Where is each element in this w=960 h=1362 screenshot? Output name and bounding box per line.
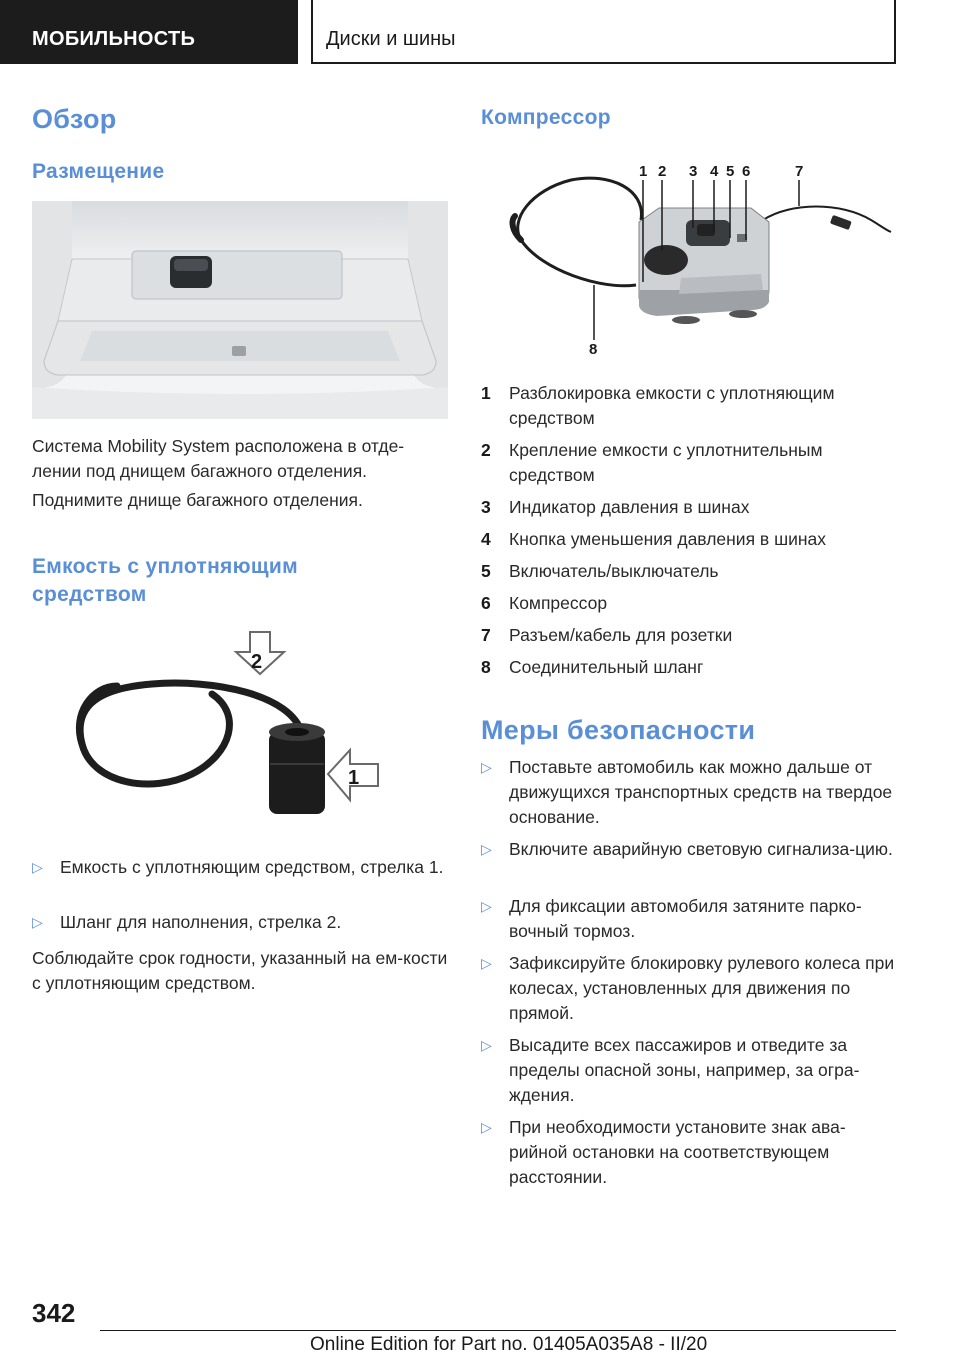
triangle-right-icon: ▷ xyxy=(481,1037,492,1053)
placement-text: Система Mobility System расположена в отде-лении под днищем багажного отделения. xyxy=(32,436,405,481)
triangle-right-icon: ▷ xyxy=(481,759,492,775)
arrow-label-1: 1 xyxy=(348,767,360,789)
arrow-label-2: 2 xyxy=(251,651,263,673)
footer-divider xyxy=(100,1330,896,1331)
compressor-figure xyxy=(481,150,901,365)
list-item: 5 Включатель/выключатель xyxy=(481,561,719,581)
callout-5: 5 xyxy=(726,163,735,180)
list-item: 3 Индикатор давления в шинах xyxy=(481,497,750,517)
callout-1: 1 xyxy=(639,163,648,180)
triangle-right-icon: ▷ xyxy=(32,859,43,875)
triangle-right-icon: ▷ xyxy=(481,1119,492,1135)
callout-2: 2 xyxy=(658,163,667,180)
list-item: ▷ Включите аварийную световую сигнализа-цию. xyxy=(481,837,901,862)
footer-edition: Online Edition for Part no. 01405A035A8 - II/20 xyxy=(310,1334,708,1355)
chapter-tab xyxy=(311,0,896,64)
container-heading: Емкость с уплотняющим средством xyxy=(32,555,298,606)
sealant-container-figure xyxy=(32,624,448,840)
callout-3: 3 xyxy=(689,163,698,180)
placement-text-2: Поднимите днище багажного отделения. xyxy=(32,490,363,510)
page-number: 342 xyxy=(32,1298,76,1328)
list-item: ▷ Поставьте автомобиль как можно дальше от движущихся транспортных средств на твердое основание. xyxy=(481,757,893,827)
list-item: 2 Крепление емкости с уплотнительным средством xyxy=(481,440,823,485)
section-tab xyxy=(0,0,298,64)
list-item: ▷ Высадите всех пассажиров и отведите за пределы опасной зоны, например, за огра-ждения. xyxy=(481,1035,860,1105)
list-item: 7 Разъем/кабель для розетки xyxy=(481,625,733,645)
callout-6: 6 xyxy=(742,163,751,180)
placement-heading: Размещение xyxy=(32,160,165,183)
triangle-right-icon: ▷ xyxy=(481,955,492,971)
page-title: Обзор xyxy=(32,104,117,134)
list-item: ▷ Шланг для наполнения, стрелка 2. xyxy=(32,910,448,935)
chapter-title: Диски и шины xyxy=(326,28,456,50)
trunk-figure xyxy=(32,201,448,419)
list-item: ▷ Емкость с уплотняющим средством, стрелка 1. xyxy=(32,855,448,880)
compressor-heading: Компрессор xyxy=(481,106,611,129)
callout-8: 8 xyxy=(589,341,598,358)
list-item: 8 Соединительный шланг xyxy=(481,657,704,677)
list-item: 1 Разблокировка емкости с уплотняющим средством xyxy=(481,383,835,428)
list-item: ▷ Зафиксируйте блокировку рулевого колеса при колесах, установленных для движения по прямой. xyxy=(481,953,895,1023)
list-item: 6 Компрессор xyxy=(481,593,608,613)
triangle-right-icon: ▷ xyxy=(481,841,492,857)
expiry-note: Соблюдайте срок годности, указанный на ем-кости с уплотняющим средством. xyxy=(32,948,448,993)
safety-heading: Меры безопасности xyxy=(481,715,756,745)
list-item: ▷ При необходимости установите знак ава-рийной остановки на соответствующем расстоянии. xyxy=(481,1117,846,1187)
list-item: 4 Кнопка уменьшения давления в шинах xyxy=(481,529,827,549)
triangle-right-icon: ▷ xyxy=(32,914,43,930)
section-title: МОБИЛЬНОСТЬ xyxy=(32,28,196,50)
callout-7: 7 xyxy=(795,163,804,180)
triangle-right-icon: ▷ xyxy=(481,898,492,914)
callout-4: 4 xyxy=(710,163,719,180)
list-item: ▷ Для фиксации автомобиля затяните парко-вочный тормоз. xyxy=(481,896,862,941)
